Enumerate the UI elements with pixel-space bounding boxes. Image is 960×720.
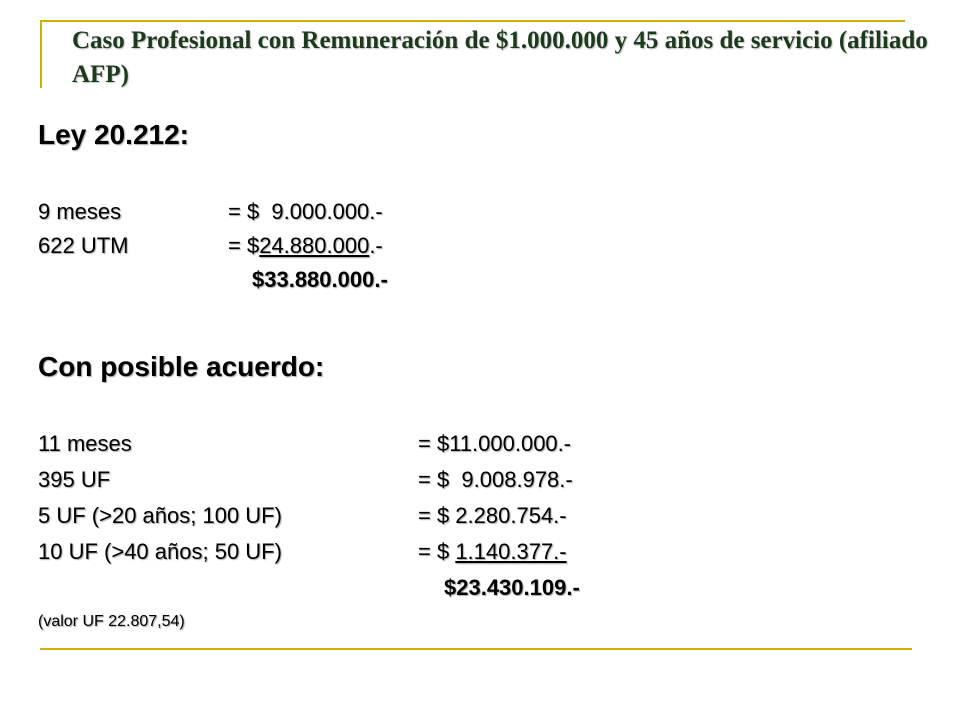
acuerdo-row-label: 5 UF (>20 años; 100 UF) xyxy=(38,503,282,528)
ley-total: $33.880.000.- xyxy=(252,267,388,292)
left-rule xyxy=(40,20,42,88)
acuerdo-row-label: 11 meses xyxy=(38,431,132,456)
ley-row-label: 9 meses xyxy=(38,199,122,224)
uf-value-note: (valor UF 22.807,54) xyxy=(38,613,185,630)
ley-row-label: 622 UTM xyxy=(38,233,129,258)
acuerdo-row-value: = $11.000.000.- xyxy=(418,431,572,456)
acuerdo-total: $23.430.109.- xyxy=(444,575,580,600)
ley-heading: Ley 20.212: xyxy=(38,119,189,150)
acuerdo-heading: Con posible acuerdo: xyxy=(38,351,325,382)
acuerdo-row-value: = $ 9.008.978.- xyxy=(418,467,573,492)
ley-row-value: = $ 9.000.000.- xyxy=(228,199,383,224)
acuerdo-row-label: 10 UF (>40 años; 50 UF) xyxy=(38,539,282,564)
ley-total-row xyxy=(38,266,388,322)
acuerdo-row-value: = $ 2.280.754.- xyxy=(418,503,567,528)
ley-row-value: = $24.880.000.- xyxy=(228,233,383,258)
acuerdo-row-value: = $ 1.140.377.- xyxy=(418,539,567,564)
bottom-rule xyxy=(40,648,912,650)
top-rule xyxy=(40,20,905,22)
acuerdo-row-label: 395 UF xyxy=(38,467,111,492)
slide-title: Caso Profesional con Remuneración de $1.000.000 y 45 años de servicio (afiliado AFP) xyxy=(72,27,928,88)
